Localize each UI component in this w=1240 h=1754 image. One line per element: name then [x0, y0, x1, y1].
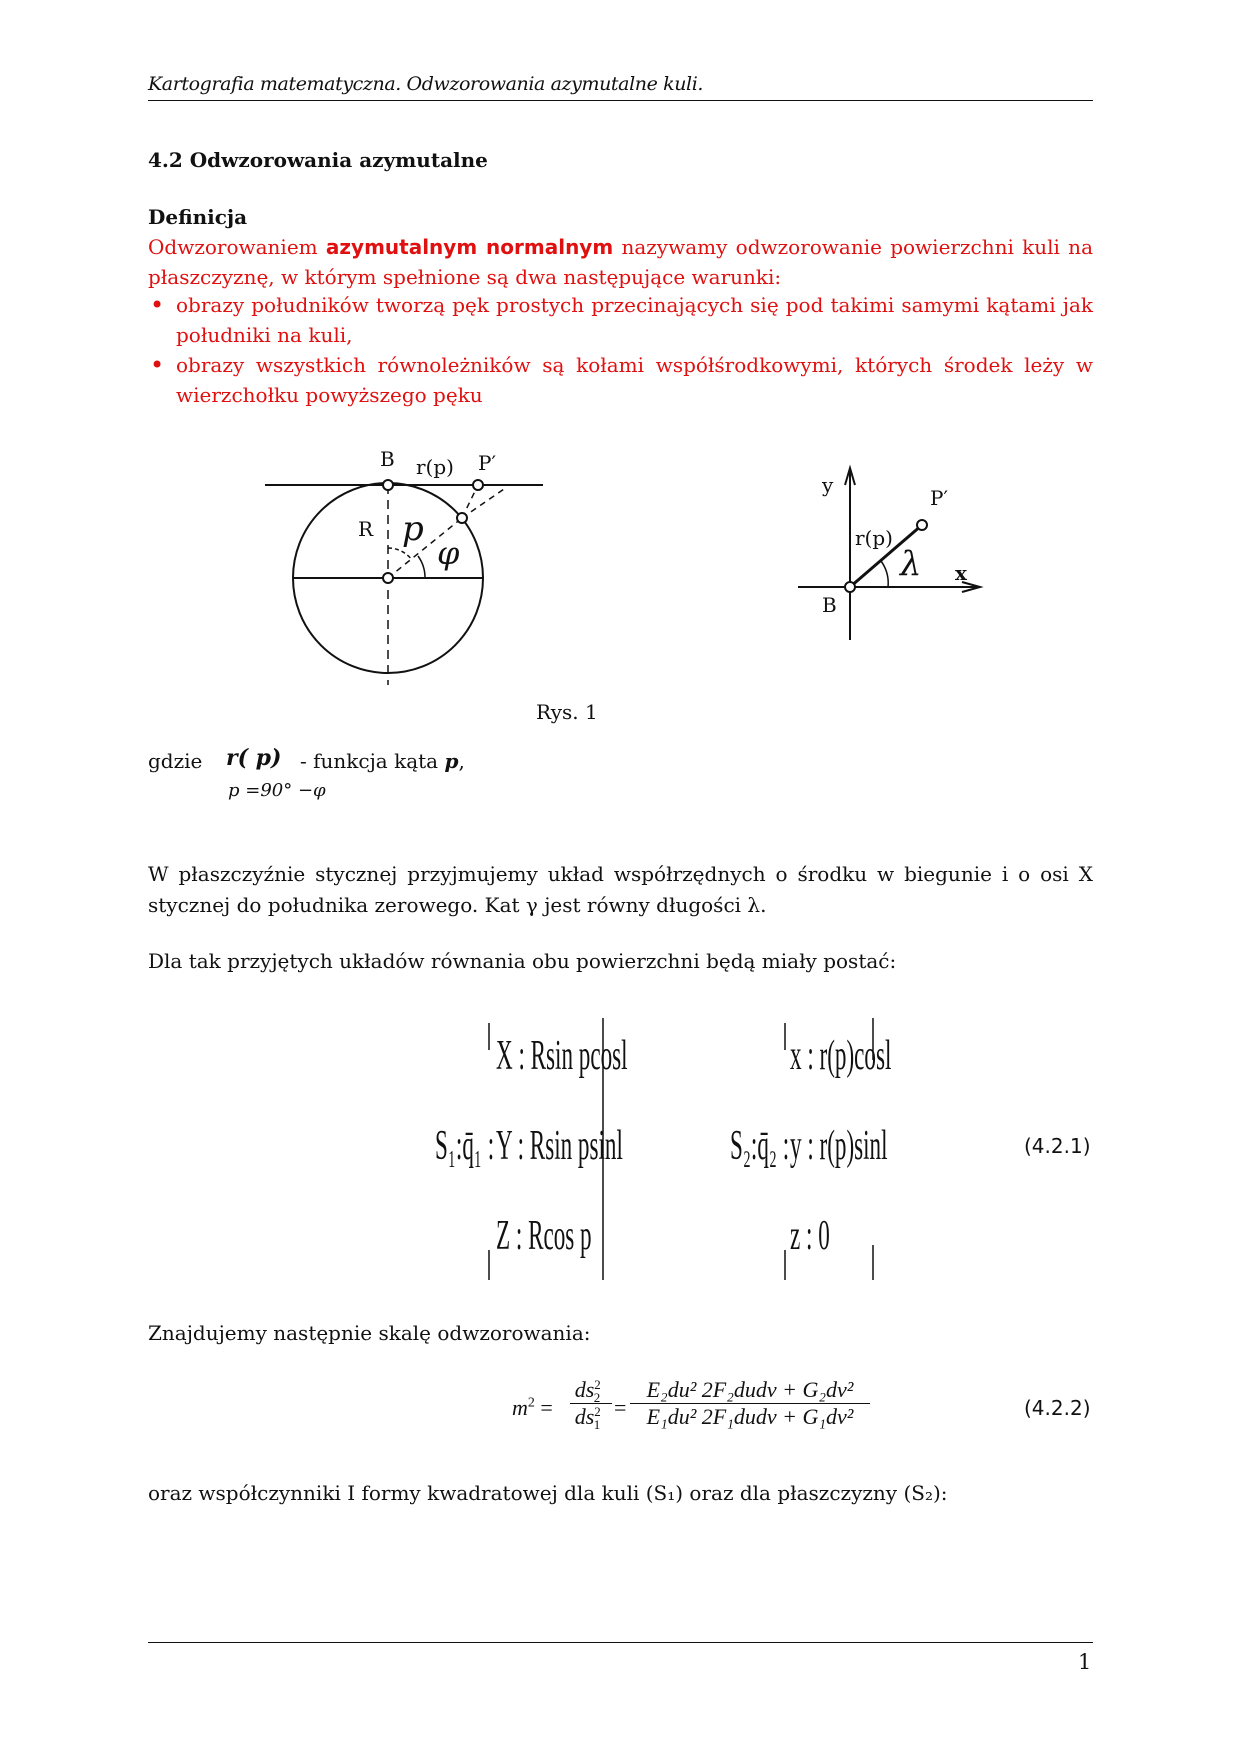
paragraph-scale-intro: Znajdujemy następnie skalę odwzorowania: — [148, 1321, 591, 1345]
eq2-equals: = — [614, 1395, 627, 1420]
equation-number-4-2-1: (4.2.1) — [1024, 1134, 1091, 1158]
label-p: p — [402, 509, 424, 549]
definition-text-before: Odwzorowaniem — [148, 235, 326, 259]
eq1-left-label-text: S₁:q̄₁ : — [435, 1123, 495, 1169]
eq1-right-row-x-text: x : r(p)cosl — [790, 1033, 892, 1079]
label-x: x — [955, 561, 967, 585]
eq1-left-row-z — [496, 1210, 670, 1260]
gdzie-desc-text: - funkcja kąta — [300, 749, 439, 773]
label-R: R — [358, 517, 374, 541]
eq2-frac2 — [630, 1377, 870, 1430]
page-number: 1 — [1078, 1650, 1092, 1674]
footer-rule — [148, 1642, 1093, 1643]
paragraph-coefficients-intro: oraz współczynniki I formy kwadratowej dla kuli (S₁) oraz dla płaszczyzny (S₂): — [148, 1481, 948, 1505]
label-right-Pprime: P′ — [930, 486, 948, 510]
gdzie-label: gdzie — [148, 749, 203, 773]
label-right-B: B — [822, 593, 837, 617]
eq1-right-row-y-text: y : r(p)sinl — [790, 1123, 888, 1169]
equation-number-4-2-2: (4.2.2) — [1024, 1396, 1091, 1420]
eq1-right-row-z — [790, 1210, 862, 1260]
eq1-left-row-y — [496, 1120, 727, 1170]
section-heading: 4.2 Odwzorowania azymutalne — [148, 148, 488, 172]
definition-heading: Definicja — [148, 205, 248, 229]
label-Pprime: P′ — [478, 451, 496, 475]
gdzie-desc-end: , — [458, 749, 465, 773]
eq2-lhs: $m^2$ = — [512, 1395, 553, 1420]
definition-text-after: nazywamy odwzorowanie powierzchni kuli na płaszczyznę, w którym spełnione są dwa następujące warunki: — [148, 235, 1093, 289]
eq2-frac1-num: $ds^2_2$ — [574, 1377, 601, 1405]
eq1-left-row-x — [496, 1030, 735, 1080]
eq1-right-row-x — [790, 1030, 974, 1080]
definition-bold-term: azymutalnym normalnym — [325, 235, 614, 259]
paragraph-tangent-plane: W płaszczyźnie stycznej przyjmujemy układ współrzędnych o środku w biegunie i o osi X stycznej do południka zerowego. Kat γ jest równy długości λ. — [148, 862, 1093, 917]
figure-caption: Rys. 1 — [536, 700, 598, 724]
eq1-right-row-z-text: z : 0 — [790, 1213, 830, 1259]
eq2-denominator: E₁du² 2F₁dudv + G₁dv² — [630, 1403, 870, 1430]
eq1-left-row-z-text: Z : Rcos p — [496, 1213, 592, 1259]
eq2-frac1-den-text: ds — [574, 1404, 595, 1429]
label-rp: r(p) — [416, 455, 454, 479]
label-lambda: λ — [900, 544, 922, 584]
label-right-rp: r(p) — [855, 526, 893, 550]
eq2-numerator: E₂du² 2F₂dudv + G₂dv² — [646, 1377, 854, 1402]
eq2-frac1 — [570, 1377, 612, 1430]
eq2-lhs-exp: 2 — [527, 1395, 535, 1411]
running-header: Kartografia matematyczna. Odwzorowania azymutalne kuli. — [148, 73, 704, 95]
condition-meridians: • obrazy południków tworzą pęk prostych przecinających się pod takimi samymi kątami jak południki na kuli, — [148, 290, 1093, 350]
condition-parallels: • obrazy wszystkich równoleżników są kołami współśrodkowymi, których środek leży w wierzchołku powyższego pęku — [148, 350, 1093, 410]
gdzie-function-symbol: r( p) — [226, 745, 282, 771]
eq2-lhs-m: m — [512, 1395, 528, 1420]
label-phi: φ — [437, 534, 460, 572]
eq2-frac1-den: $ds^2_1$ — [570, 1403, 612, 1430]
eq2-frac1-num-text: ds — [574, 1377, 595, 1402]
paragraph-equations-intro: Dla tak przyjętych układów równania obu powierzchni będą miały postać: — [148, 949, 897, 973]
eq1-left-row-y-text: Y : Rsin psinl — [496, 1123, 623, 1169]
gdzie-p-definition: p =90° −φ — [228, 780, 326, 801]
label-B: B — [380, 447, 395, 471]
label-y: y — [822, 473, 834, 497]
eq1-right-label-text: S₂:q̄₂ : — [730, 1123, 790, 1169]
gdzie-desc-var: p — [444, 749, 459, 773]
eq1-left-row-x-text: X : Rsin pcosl — [496, 1033, 628, 1079]
eq1-right-row-y — [790, 1120, 967, 1170]
